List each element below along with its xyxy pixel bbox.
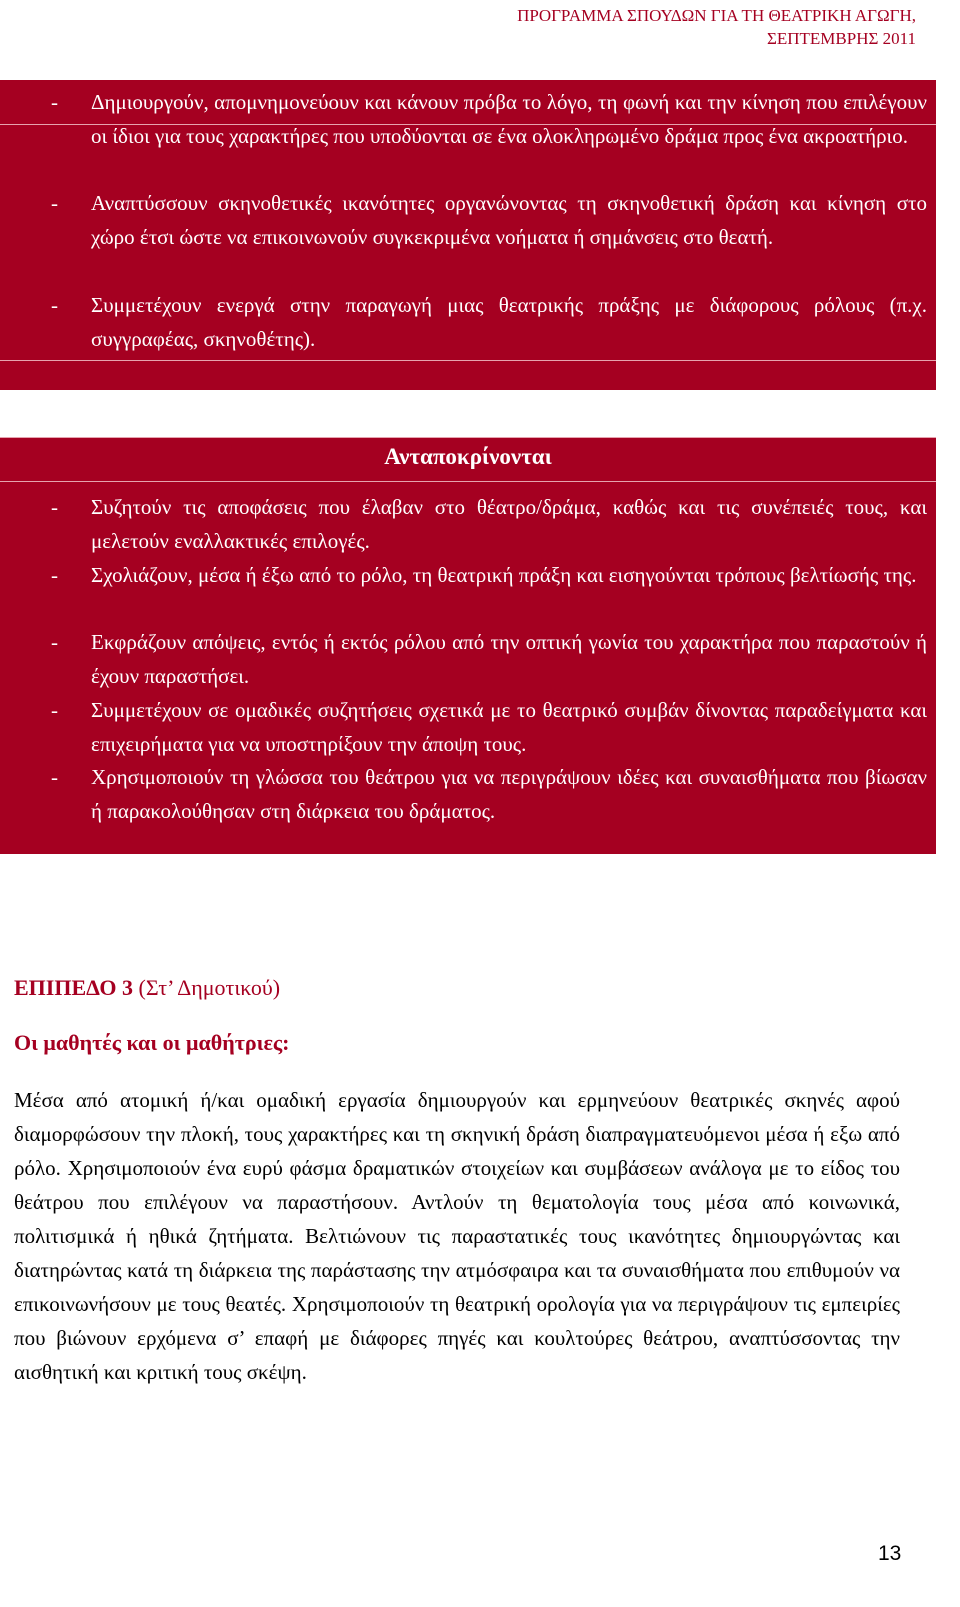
list-item-text: Χρησιμοποιούν τη γλώσσα του θεάτρου για να περιγράψουν ιδέες και συναισθήματα που βίωσαν ή παρακολούθησαν στη διάρκεια του δράματος. — [91, 765, 927, 823]
list-item: - Χρησιμοποιούν τη γλώσσα του θεάτρου για να περιγράψουν ιδέες και συναισθήματα που βίωσαν ή παρακολούθησαν στη διάρκεια του δράματος. — [51, 760, 927, 828]
level-subtitle: (Στ’ Δημοτικού) — [138, 975, 281, 1000]
list-item-text: Αναπτύσσουν σκηνοθετικές ικανότητες οργανώνοντας τη σκηνοθετική δράση και κίνηση στο χώρο έτσι ώστε να επικοινωνούν συγκεκριμένα νοήματα ή σημάνσεις στο θεατή. — [91, 191, 927, 249]
body-paragraph: Μέσα από ατομική ή/και ομαδική εργασία δημιουργούν και ερμηνεύουν θεατρικές σκηνές αφού διαμορφώσουν την πλοκή, τους χαρακτήρες και τη σκηνική δράση διαπραγματευόμενοι μέσα ή εξω από ρόλο. Χρησιμοποιούν ένα ευρύ φάσμα δραματικών στοιχείων και συμβάσεων ανάλογα με το είδος του θεάτρου που επιλέγουν να παραστήσουν. Αντλούν τη θεματολογία τους μέσα από κοινωνικά, πολιτισμικά ή ηθικά ζητήματα. Βελτιώνουν τις παραστατικές τους ικανότητες δημιουργώντας και διατηρώντας κατά τη διάρκεια της παράστασης την ατμόσφαιρα και τα συναισθήματα που επιθυμούν να επικοινωνήσουν με τους θεατές. Χρησιμοποιούν τη θεατρική ορολογία για να περιγράψουν τις εμπειρίες που βιώνουν ερχόμενα σ’ επαφή με διάφορες πηγές και κουλτούρες θεάτρου, αναπτύσσοντας την αισθητική και κριτική τους σκέψη. — [14, 1088, 900, 1384]
list-item-text: Σχολιάζουν, μέσα ή έξω από το ρόλο, τη θεατρική πράξη και εισηγούνται τρόπους βελτίωσής της. — [91, 563, 917, 587]
page-number: 13 — [878, 1542, 902, 1565]
list-item-text: Συμμετέχουν σε ομαδικές συζητήσεις σχετικά με το θεατρικό συμβάν δίνοντας παραδείγματα και επιχειρήματα για να υποστηρίξουν την άποψη τους. — [91, 698, 927, 756]
header-title-line2: ΣΕΠΤΕΜΒΡΗΣ 2011 — [766, 29, 916, 48]
page-header — [396, 4, 916, 50]
box-divider — [0, 360, 936, 361]
objectives-box-continued — [0, 80, 936, 390]
list-item: - Δημιουργούν, απομνημονεύουν και κάνουν πρόβα το λόγο, τη φωνή και την κίνηση που επιλέγουν οι ίδιοι για τους χαρακτήρες που υποδύονται σε ένα ολοκληρωμένο δράμα προς ένα ακροατήριο. — [51, 85, 927, 153]
list-item: - Συζητούν τις αποφάσεις που έλαβαν στο θέατρο/δράμα, καθώς και τις συνέπειές τους, και μελετούν εναλλακτικές επιλογές. — [51, 490, 927, 558]
list-item: - Εκφράζουν απόψεις, εντός ή εκτός ρόλου από την οπτική γωνία του χαρακτήρα που παραστούν ή έχουν παραστήσει. — [51, 625, 927, 693]
respond-box — [0, 437, 936, 854]
box-divider — [0, 481, 936, 482]
list-item-text: Συμμετέχουν ενεργά στην παραγωγή μιας θεατρικής πράξης με διάφορους ρόλους (π.χ. συγγραφέας, σκηνοθέτης). — [91, 293, 927, 351]
list-item: - Συμμετέχουν σε ομαδικές συζητήσεις σχετικά με το θεατρικό συμβάν δίνοντας παραδείγματα και επιχειρήματα για να υποστηρίξουν την άποψη τους. — [51, 693, 927, 761]
list-item-text: Συζητούν τις αποφάσεις που έλαβαν στο θέατρο/δράμα, καθώς και τις συνέπειές τους, και μελετούν εναλλακτικές επιλογές. — [91, 495, 927, 553]
list-item: - Σχολιάζουν, μέσα ή έξω από το ρόλο, τη θεατρική πράξη και εισηγούνται τρόπους βελτίωσής της. — [51, 558, 927, 592]
box-title: Ανταποκρίνονται — [384, 444, 552, 469]
header-title-line1: ΠΡΟΓΡΑΜΜΑ ΣΠΟΥΔΩΝ ΓΙΑ ΤΗ ΘΕΑΤΡΙΚΗ ΑΓΩΓΗ, — [517, 6, 916, 25]
box-divider — [0, 437, 936, 438]
list-item: - Συμμετέχουν ενεργά στην παραγωγή μιας θεατρικής πράξης με διάφορους ρόλους (π.χ. συγγραφέας, σκηνοθέτης). — [51, 288, 927, 356]
list-item: - Αναπτύσσουν σκηνοθετικές ικανότητες οργανώνοντας τη σκηνοθετική δράση και κίνηση στο χώρο έτσι ώστε να επικοινωνούν συγκεκριμένα νοήματα ή σημάνσεις στο θεατή. — [51, 186, 927, 254]
level-title: ΕΠΙΠΕΔΟ 3 — [14, 975, 134, 1000]
level-heading — [14, 975, 280, 1001]
students-heading: Οι μαθητές και οι μαθήτριες: — [14, 1030, 290, 1055]
list-item-text: Δημιουργούν, απομνημονεύουν και κάνουν πρόβα το λόγο, τη φωνή και την κίνηση που επιλέγουν οι ίδιοι για τους χαρακτήρες που υποδύονται σε ένα ολοκληρωμένο δράμα προς ένα ακροατήριο. — [91, 90, 927, 148]
list-item-text: Εκφράζουν απόψεις, εντός ή εκτός ρόλου από την οπτική γωνία του χαρακτήρα που παραστούν ή έχουν παραστήσει. — [91, 630, 927, 688]
